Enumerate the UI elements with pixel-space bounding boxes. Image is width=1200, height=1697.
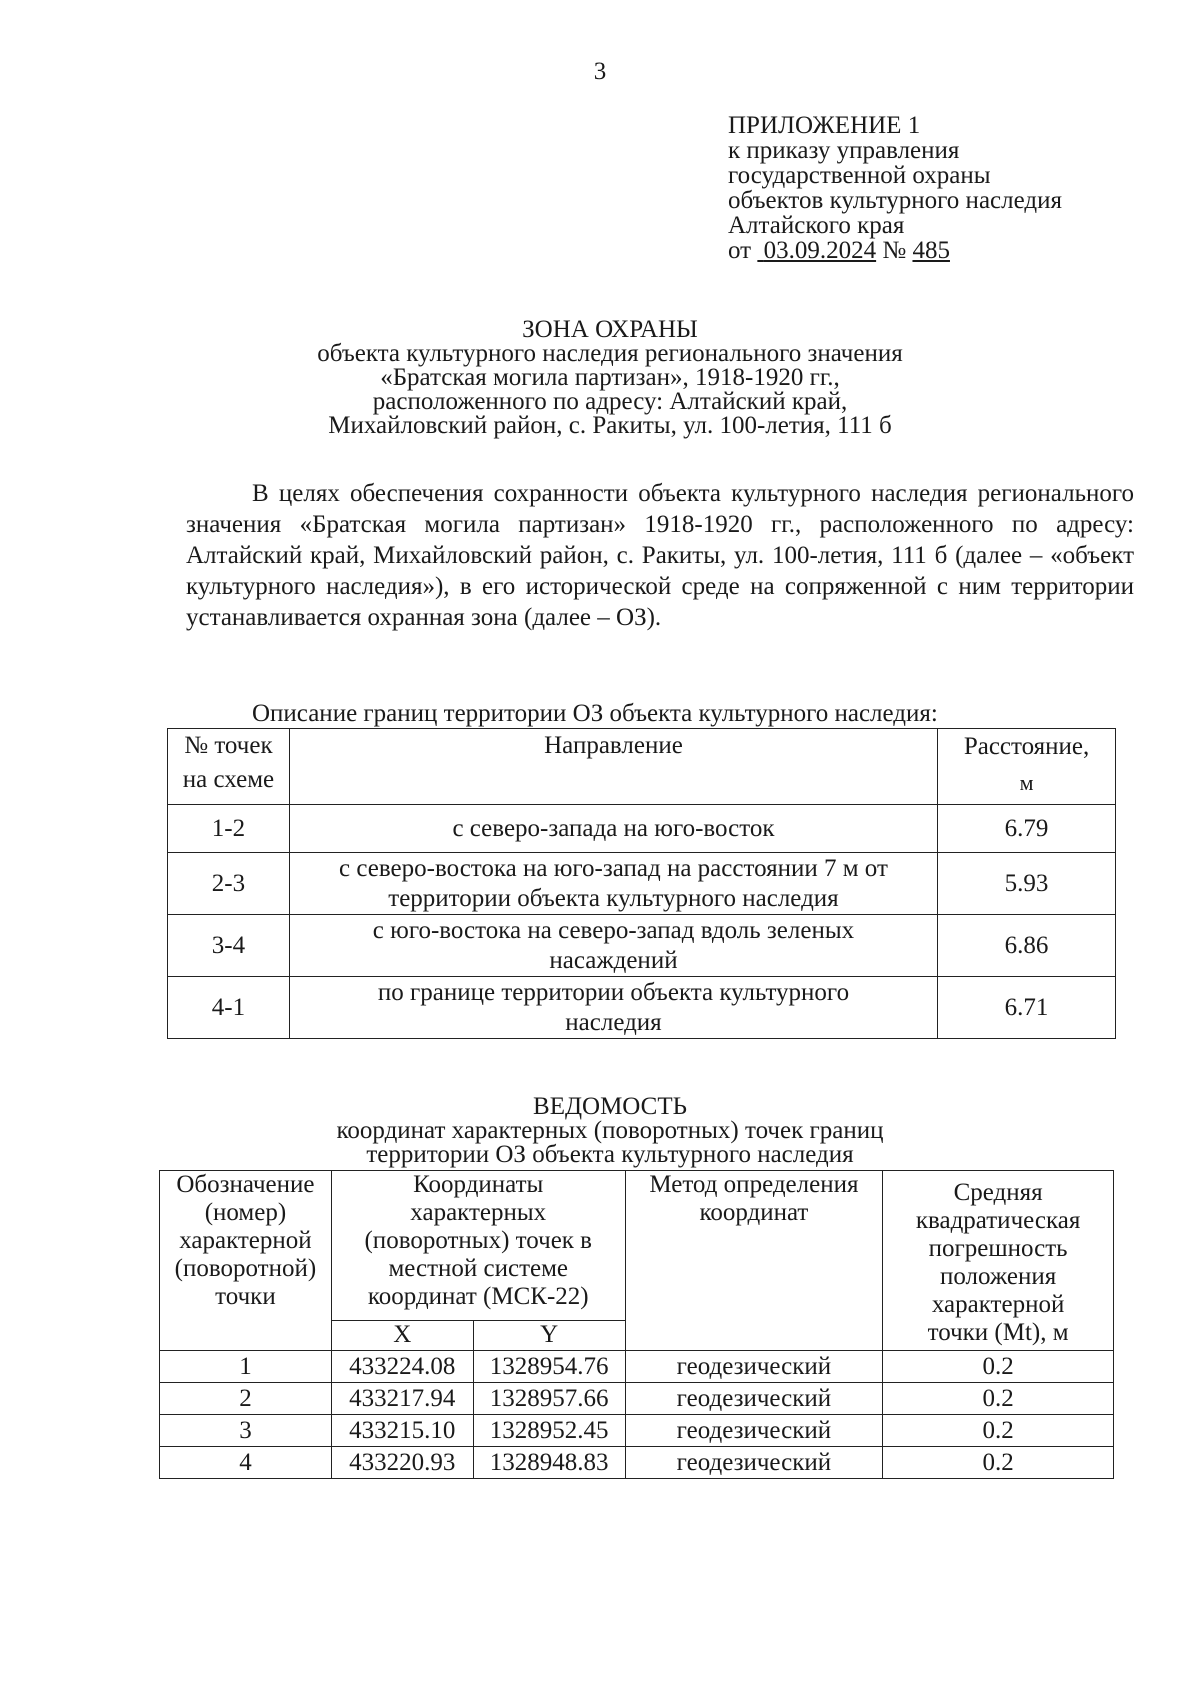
boundary-table [167,728,1116,1039]
header-direction: Направление [289,729,937,805]
distance-cell: 5.93 [938,853,1116,915]
distance-cell: 6.86 [938,915,1116,977]
y-cell: 1328948.83 [473,1447,625,1479]
header-coordinates: Координаты характерных (поворотных) точек в местной системе координат (МСК-22) [331,1171,625,1321]
header-x: X [331,1321,473,1351]
x-cell: 433220.93 [331,1447,473,1479]
appendix-line: к приказу управления [728,137,960,164]
document-title: ЗОНА ОХРАНЫ [522,316,698,343]
header-method: Метод определения координат [625,1171,883,1351]
point-cell: 2 [160,1383,332,1415]
coordinates-subtitle: территории ОЗ объекта культурного наследия [366,1141,854,1168]
header-y: Y [473,1321,625,1351]
method-cell: геодезический [625,1383,883,1415]
direction-cell: с северо-запада на юго-восток [289,805,937,853]
distance-cell: 6.79 [938,805,1116,853]
coordinates-caption [150,1095,1070,1167]
heading-line: Михайловский район, с. Ракиты, ул. 100-летия, 111 б [328,412,892,439]
intro-paragraph: В целях обеспечения сохранности объекта культурного наследия регионального значения «Братская могила партизан» 1918-1920 гг., расположенного по адресу: Алтайский край, Михайловский район, с. Ракиты, ул. 100-летия, 111 б (далее – «объект культурного наследия»), в его исторической среде на сопряженной с ним территории устанавливается охранная зона (далее – ОЗ). [186,480,1134,631]
points-cell: 4-1 [168,977,290,1039]
appendix-line: Алтайского края [728,212,905,239]
coordinates-subtitle: координат характерных (поворотных) точек границ [336,1117,884,1144]
table-row [160,1447,1114,1479]
header-points: № точек на схеме [168,729,290,805]
error-cell: 0.2 [883,1415,1114,1447]
appendix-date-line [728,238,1062,263]
appendix-line: объектов культурного наследия [728,187,1062,214]
table-row [160,1415,1114,1447]
boundary-table-header [168,729,1116,805]
direction-cell: с северо-востока на юго-запад на расстоянии 7 м от территории объекта культурного наследия [289,853,937,915]
y-cell: 1328957.66 [473,1383,625,1415]
distance-cell: 6.71 [938,977,1116,1039]
coordinates-title: ВЕДОМОСТЬ [533,1093,687,1120]
method-cell: геодезический [625,1415,883,1447]
y-cell: 1328954.76 [473,1351,625,1383]
date-prefix: от [728,237,752,264]
table-row [160,1351,1114,1383]
point-cell: 1 [160,1351,332,1383]
coordinates-table [159,1170,1114,1479]
order-number: 485 [912,237,950,264]
appendix-title: ПРИЛОЖЕНИЕ 1 [728,112,921,139]
boundary-table-caption: Описание границ территории ОЗ объекта культурного наследия: [252,700,938,727]
error-cell: 0.2 [883,1383,1114,1415]
coordinates-header [160,1171,1114,1321]
direction-cell: по границе территории объекта культурного наследия [289,977,937,1039]
point-cell: 3 [160,1415,332,1447]
order-date: 03.09.2024 [763,237,877,264]
method-cell: геодезический [625,1447,883,1479]
error-cell: 0.2 [883,1447,1114,1479]
document-heading [150,318,1070,438]
page-number: 3 [593,58,607,85]
header-error: Средняя квадратическая погрешность положения характерной точки (Mt), м [883,1171,1114,1351]
heading-line: расположенного по адресу: Алтайский край, [372,388,848,415]
table-row [168,977,1116,1039]
appendix-line: государственной охраны [728,162,991,189]
points-cell: 3-4 [168,915,290,977]
table-row [168,915,1116,977]
x-cell: 433215.10 [331,1415,473,1447]
direction-cell: с юго-востока на северо-запад вдоль зеленых насаждений [289,915,937,977]
x-cell: 433224.08 [331,1351,473,1383]
heading-line: объекта культурного наследия регионального значения [317,340,903,367]
table-row [160,1383,1114,1415]
points-cell: 2-3 [168,853,290,915]
header-designation: Обозначение (номер) характерной (поворотной) точки [160,1171,332,1351]
point-cell: 4 [160,1447,332,1479]
table-row [168,805,1116,853]
y-cell: 1328952.45 [473,1415,625,1447]
x-cell: 433217.94 [331,1383,473,1415]
table-row [168,853,1116,915]
method-cell: геодезический [625,1351,883,1383]
points-cell: 1-2 [168,805,290,853]
appendix-block [728,113,1062,263]
header-distance: Расстояние, м [938,729,1116,805]
heading-line: «Братская могила партизан», 1918-1920 гг., [380,364,840,391]
error-cell: 0.2 [883,1351,1114,1383]
number-sign: № [882,237,907,264]
